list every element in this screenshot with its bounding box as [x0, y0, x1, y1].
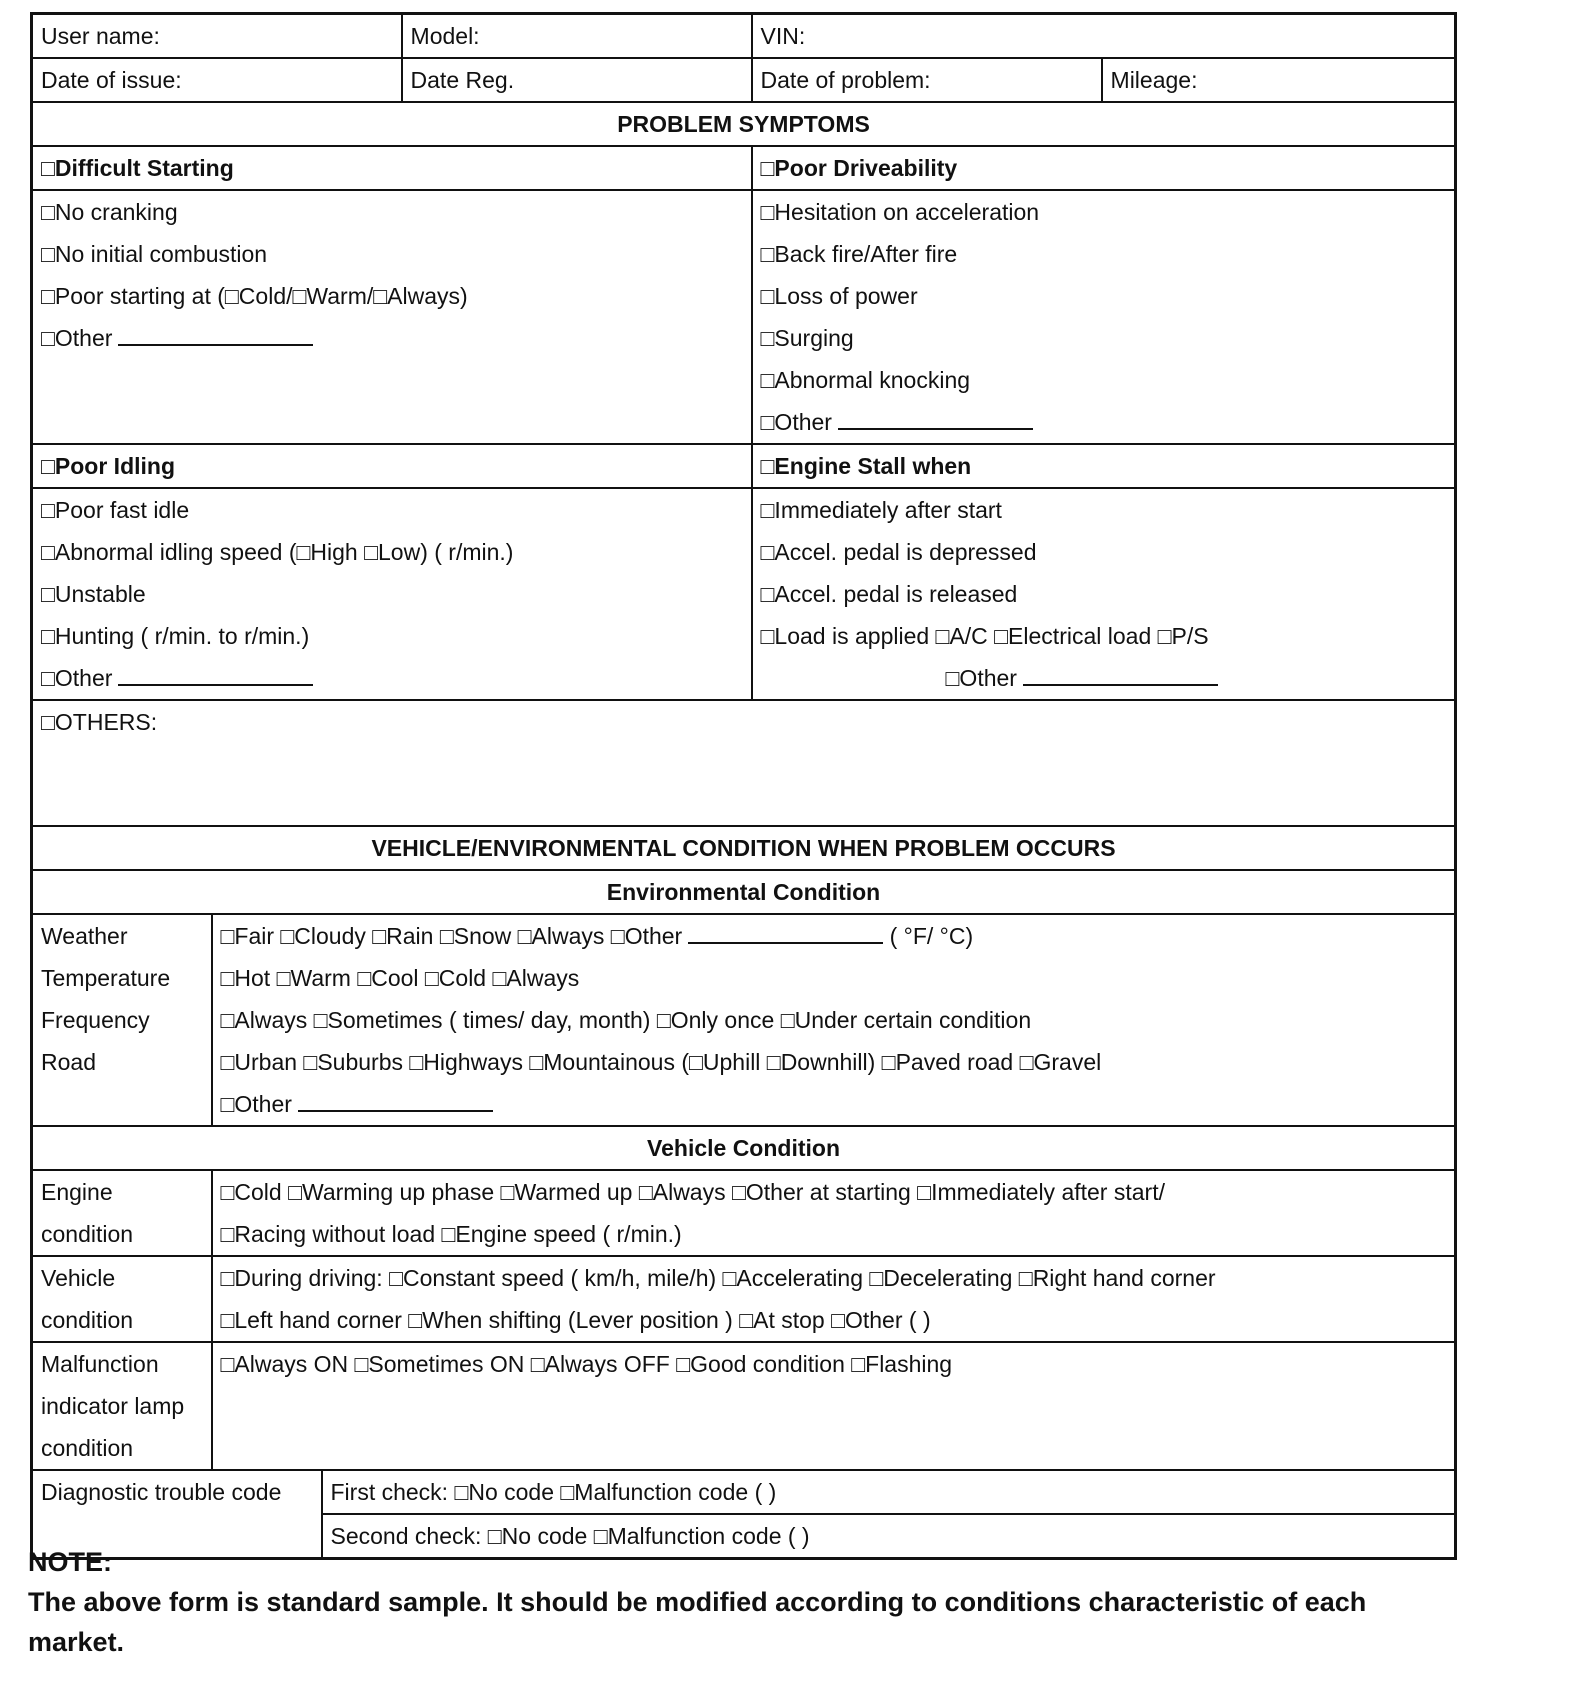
starting-other-checkbox[interactable]: □Other: [41, 325, 113, 351]
dtc-second-check[interactable]: Second check: □No code □Malfunction code ( ): [322, 1514, 1456, 1559]
abnormal-knocking-checkbox[interactable]: □Abnormal knocking: [760, 367, 971, 393]
vehicle-condition-label: [32, 1256, 212, 1342]
idling-other-blank[interactable]: [118, 658, 313, 686]
hunting-checkbox[interactable]: □Hunting ( r/min. to r/min.): [41, 623, 310, 649]
back-fire-checkbox[interactable]: □Back fire/After fire: [760, 241, 958, 267]
lamp-label-line-2: indicator lamp: [41, 1393, 185, 1419]
lamp-label-line-1: Malfunction: [41, 1351, 159, 1377]
vehicle-options-line-1[interactable]: □During driving: □Constant speed ( km/h, mile/h) □Accelerating □Decelerating □Right hand corner: [220, 1265, 1216, 1291]
frequency-label: Frequency: [41, 1007, 150, 1033]
immediately-after-start-checkbox[interactable]: □Immediately after start: [760, 497, 1002, 523]
hesitation-checkbox[interactable]: □Hesitation on acceleration: [760, 199, 1040, 225]
poor-starting-at-checkbox[interactable]: □Poor starting at (□Cold/□Warm/□Always): [41, 283, 468, 309]
vehicle-condition-options: [212, 1256, 1456, 1342]
note-title: NOTE:: [28, 1547, 112, 1577]
date-of-problem-field[interactable]: Date of problem:: [752, 58, 1102, 102]
no-initial-combustion-checkbox[interactable]: □No initial combustion: [41, 241, 268, 267]
load-applied-checkbox[interactable]: □Load is applied □A/C □Electrical load □P/S: [760, 623, 1209, 649]
problem-symptoms-heading: PROBLEM SYMPTOMS: [32, 102, 1456, 146]
engine-options-line-1[interactable]: □Cold □Warming up phase □Warmed up □Always □Other at starting □Immediately after start/: [220, 1179, 1165, 1205]
weather-options[interactable]: □Fair □Cloudy □Rain □Snow □Always □Other: [220, 923, 683, 949]
driveability-other-row: [761, 401, 1447, 443]
road-other-row: [221, 1083, 1447, 1125]
road-label: Road: [41, 1049, 96, 1075]
malfunction-lamp-label: [32, 1342, 212, 1470]
note-section: [28, 1542, 1468, 1662]
accel-depressed-checkbox[interactable]: □Accel. pedal is depressed: [760, 539, 1037, 565]
poor-driveability-checkbox[interactable]: □Poor Driveability: [752, 146, 1456, 190]
starting-other-blank[interactable]: [118, 318, 313, 346]
starting-other-row: [41, 317, 743, 359]
date-reg-field[interactable]: Date Reg.: [402, 58, 752, 102]
accel-released-checkbox[interactable]: □Accel. pedal is released: [760, 581, 1018, 607]
road-options[interactable]: □Urban □Suburbs □Highways □Mountainous (□Uphill □Downhill) □Paved road □Gravel: [220, 1049, 1102, 1075]
road-other-blank[interactable]: [298, 1084, 493, 1112]
lamp-label-line-3: condition: [41, 1435, 134, 1461]
poor-driveability-list: [752, 190, 1456, 444]
questionnaire-table: [30, 12, 1457, 1560]
malfunction-lamp-options[interactable]: □Always ON □Sometimes ON □Always OFF □Good condition □Flashing: [212, 1342, 1456, 1470]
weather-temperature-units[interactable]: ( °F/ °C): [889, 923, 974, 949]
idling-other-row: [41, 657, 743, 699]
environmental-labels: [32, 914, 212, 1126]
road-other-checkbox[interactable]: □Other: [220, 1091, 292, 1117]
environmental-condition-heading: Environmental Condition: [32, 870, 1456, 914]
vehicle-options-line-2[interactable]: □Left hand corner □When shifting (Lever position ) □At stop □Other ( ): [220, 1307, 931, 1333]
driveability-other-blank[interactable]: [838, 402, 1033, 430]
others-checkbox[interactable]: □OTHERS:: [41, 709, 158, 735]
temperature-label: Temperature: [41, 965, 171, 991]
difficult-starting-checkbox[interactable]: □Difficult Starting: [32, 146, 752, 190]
poor-idling-checkbox[interactable]: □Poor Idling: [32, 444, 752, 488]
model-field[interactable]: Model:: [402, 14, 752, 59]
stall-other-checkbox[interactable]: □Other: [945, 665, 1017, 691]
vehicle-env-heading: VEHICLE/ENVIRONMENTAL CONDITION WHEN PROBLEM OCCURS: [32, 826, 1456, 870]
poor-fast-idle-checkbox[interactable]: □Poor fast idle: [41, 497, 190, 523]
vehicle-label-line-1: Vehicle: [41, 1265, 116, 1291]
others-box[interactable]: [32, 700, 1456, 826]
weather-row: [221, 915, 1447, 957]
abnormal-idling-speed-checkbox[interactable]: □Abnormal idling speed (□High □Low) ( r/min.): [41, 539, 514, 565]
no-cranking-checkbox[interactable]: □No cranking: [41, 199, 178, 225]
note-text: The above form is standard sample. It should be modified according to conditions characteristic of each market.: [28, 1587, 1367, 1657]
frequency-options[interactable]: □Always □Sometimes ( times/ day, month) □Only once □Under certain condition: [220, 1007, 1032, 1033]
engine-label-line-2: condition: [41, 1221, 134, 1247]
vehicle-condition-heading: Vehicle Condition: [32, 1126, 1456, 1170]
dtc-first-check[interactable]: First check: □No code □Malfunction code ( ): [322, 1470, 1456, 1514]
date-of-issue-field[interactable]: Date of issue:: [32, 58, 402, 102]
driveability-other-checkbox[interactable]: □Other: [760, 409, 832, 435]
engine-label-line-1: Engine: [41, 1179, 113, 1205]
idling-other-checkbox[interactable]: □Other: [41, 665, 113, 691]
engine-condition-options: [212, 1170, 1456, 1256]
engine-options-line-2[interactable]: □Racing without load □Engine speed ( r/min.): [220, 1221, 682, 1247]
stall-other-blank[interactable]: [1023, 658, 1218, 686]
user-name-field[interactable]: User name:: [32, 14, 402, 59]
engine-stall-checkbox[interactable]: □Engine Stall when: [752, 444, 1456, 488]
weather-label: Weather: [41, 923, 128, 949]
weather-other-blank[interactable]: [688, 916, 883, 944]
engine-stall-list: [752, 488, 1456, 700]
diagnostic-trouble-code-label: Diagnostic trouble code: [32, 1470, 322, 1559]
repair-questionnaire-form: [30, 12, 1454, 1560]
loss-of-power-checkbox[interactable]: □Loss of power: [760, 283, 918, 309]
surging-checkbox[interactable]: □Surging: [760, 325, 854, 351]
temperature-options[interactable]: □Hot □Warm □Cool □Cold □Always: [220, 965, 580, 991]
vin-field[interactable]: VIN:: [752, 14, 1456, 59]
mileage-field[interactable]: Mileage:: [1102, 58, 1456, 102]
engine-condition-label: [32, 1170, 212, 1256]
stall-other-row: [761, 657, 1447, 699]
environmental-options: [212, 914, 1456, 1126]
unstable-checkbox[interactable]: □Unstable: [41, 581, 146, 607]
difficult-starting-list: [32, 190, 752, 444]
vehicle-label-line-2: condition: [41, 1307, 134, 1333]
poor-idling-list: [32, 488, 752, 700]
